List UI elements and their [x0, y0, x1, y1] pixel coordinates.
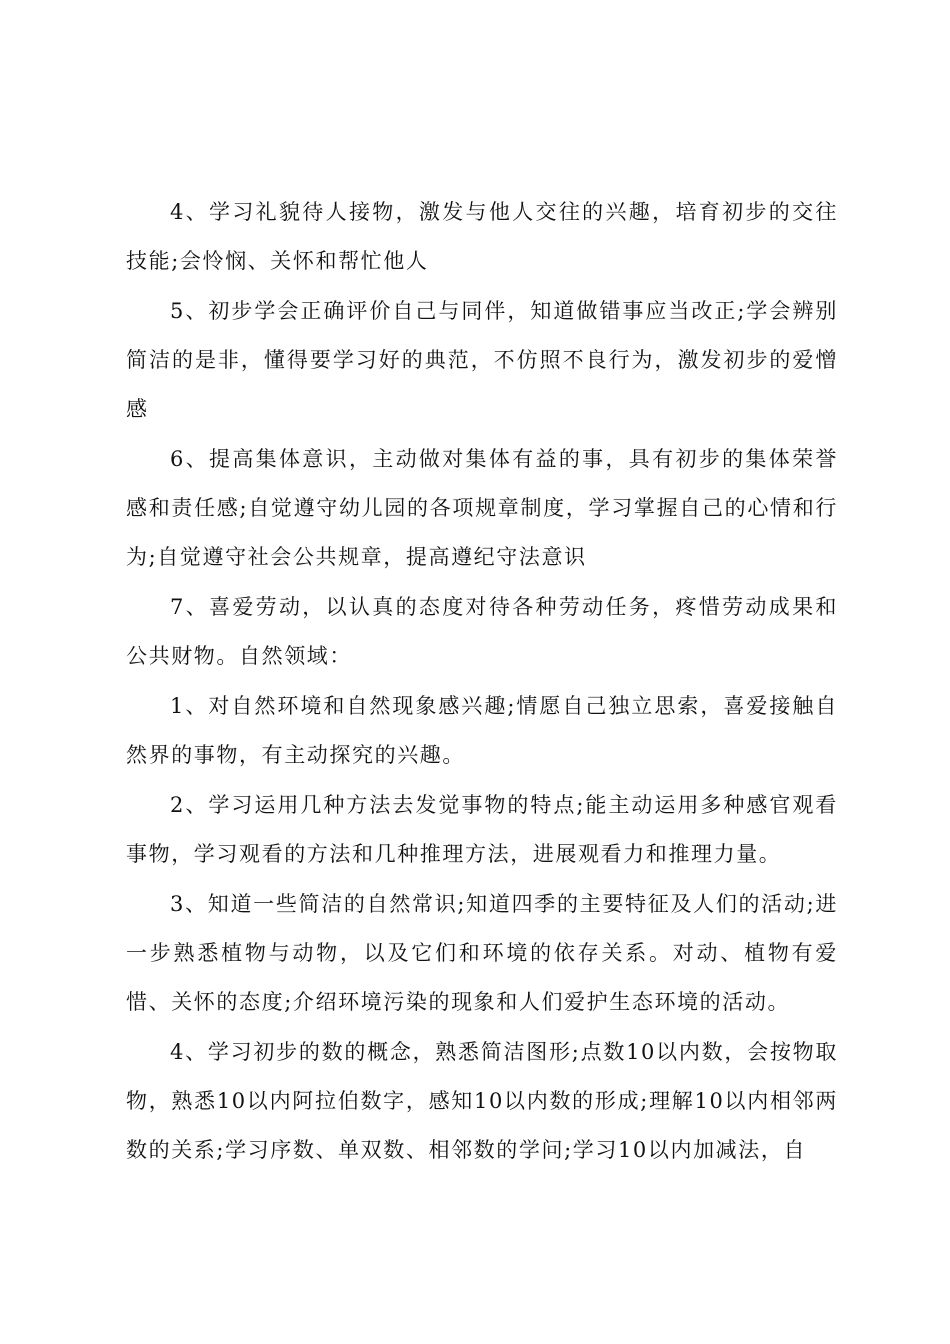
paragraph-nature-1: 1、对自然环境和自然现象感兴趣;情愿自己独立思索，喜爱接触自然界的事物，有主动探究的兴趣。	[126, 694, 838, 767]
paragraph-social-6: 6、提高集体意识，主动做对集体有益的事，具有初步的集体荣誉感和责任感;自觉遵守幼儿园的各项规章制度，学习掌握自己的心情和行为;自觉遵守社会公共规章，提高遵纪守法意识	[126, 447, 838, 569]
document-body	[126, 188, 838, 1176]
paragraph-social-5: 5、初步学会正确评价自己与同伴，知道做错事应当改正;学会辨别简洁的是非，懂得要学习好的典范，不仿照不良行为，激发初步的爱憎感	[126, 299, 838, 421]
paragraph-social-4: 4、学习礼貌待人接物，激发与他人交往的兴趣，培育初步的交往技能;会怜悯、关怀和帮忙他人	[126, 200, 838, 273]
paragraph-social-7: 7、喜爱劳动，以认真的态度对待各种劳动任务，疼惜劳动成果和公共财物。自然领域：	[126, 595, 838, 668]
paragraph-nature-3: 3、知道一些简洁的自然常识;知道四季的主要特征及人们的活动;进一步熟悉植物与动物，以及它们和环境的依存关系。对动、植物有爱惜、关怀的态度;介绍环境污染的现象和人们爱护生态环境的活动。	[126, 892, 838, 1014]
paragraph-nature-4: 4、学习初步的数的概念，熟悉简洁图形;点数10以内数，会按物取物，熟悉10以内阿拉伯数字，感知10以内数的形成;理解10以内相邻两数的关系;学习序数、单双数、相邻数的学问;学习10以内加减法，自	[126, 1040, 838, 1162]
paragraph-nature-2: 2、学习运用几种方法去发觉事物的特点;能主动运用多种感官观看事物，学习观看的方法和几种推理方法，进展观看力和推理力量。	[126, 793, 838, 866]
